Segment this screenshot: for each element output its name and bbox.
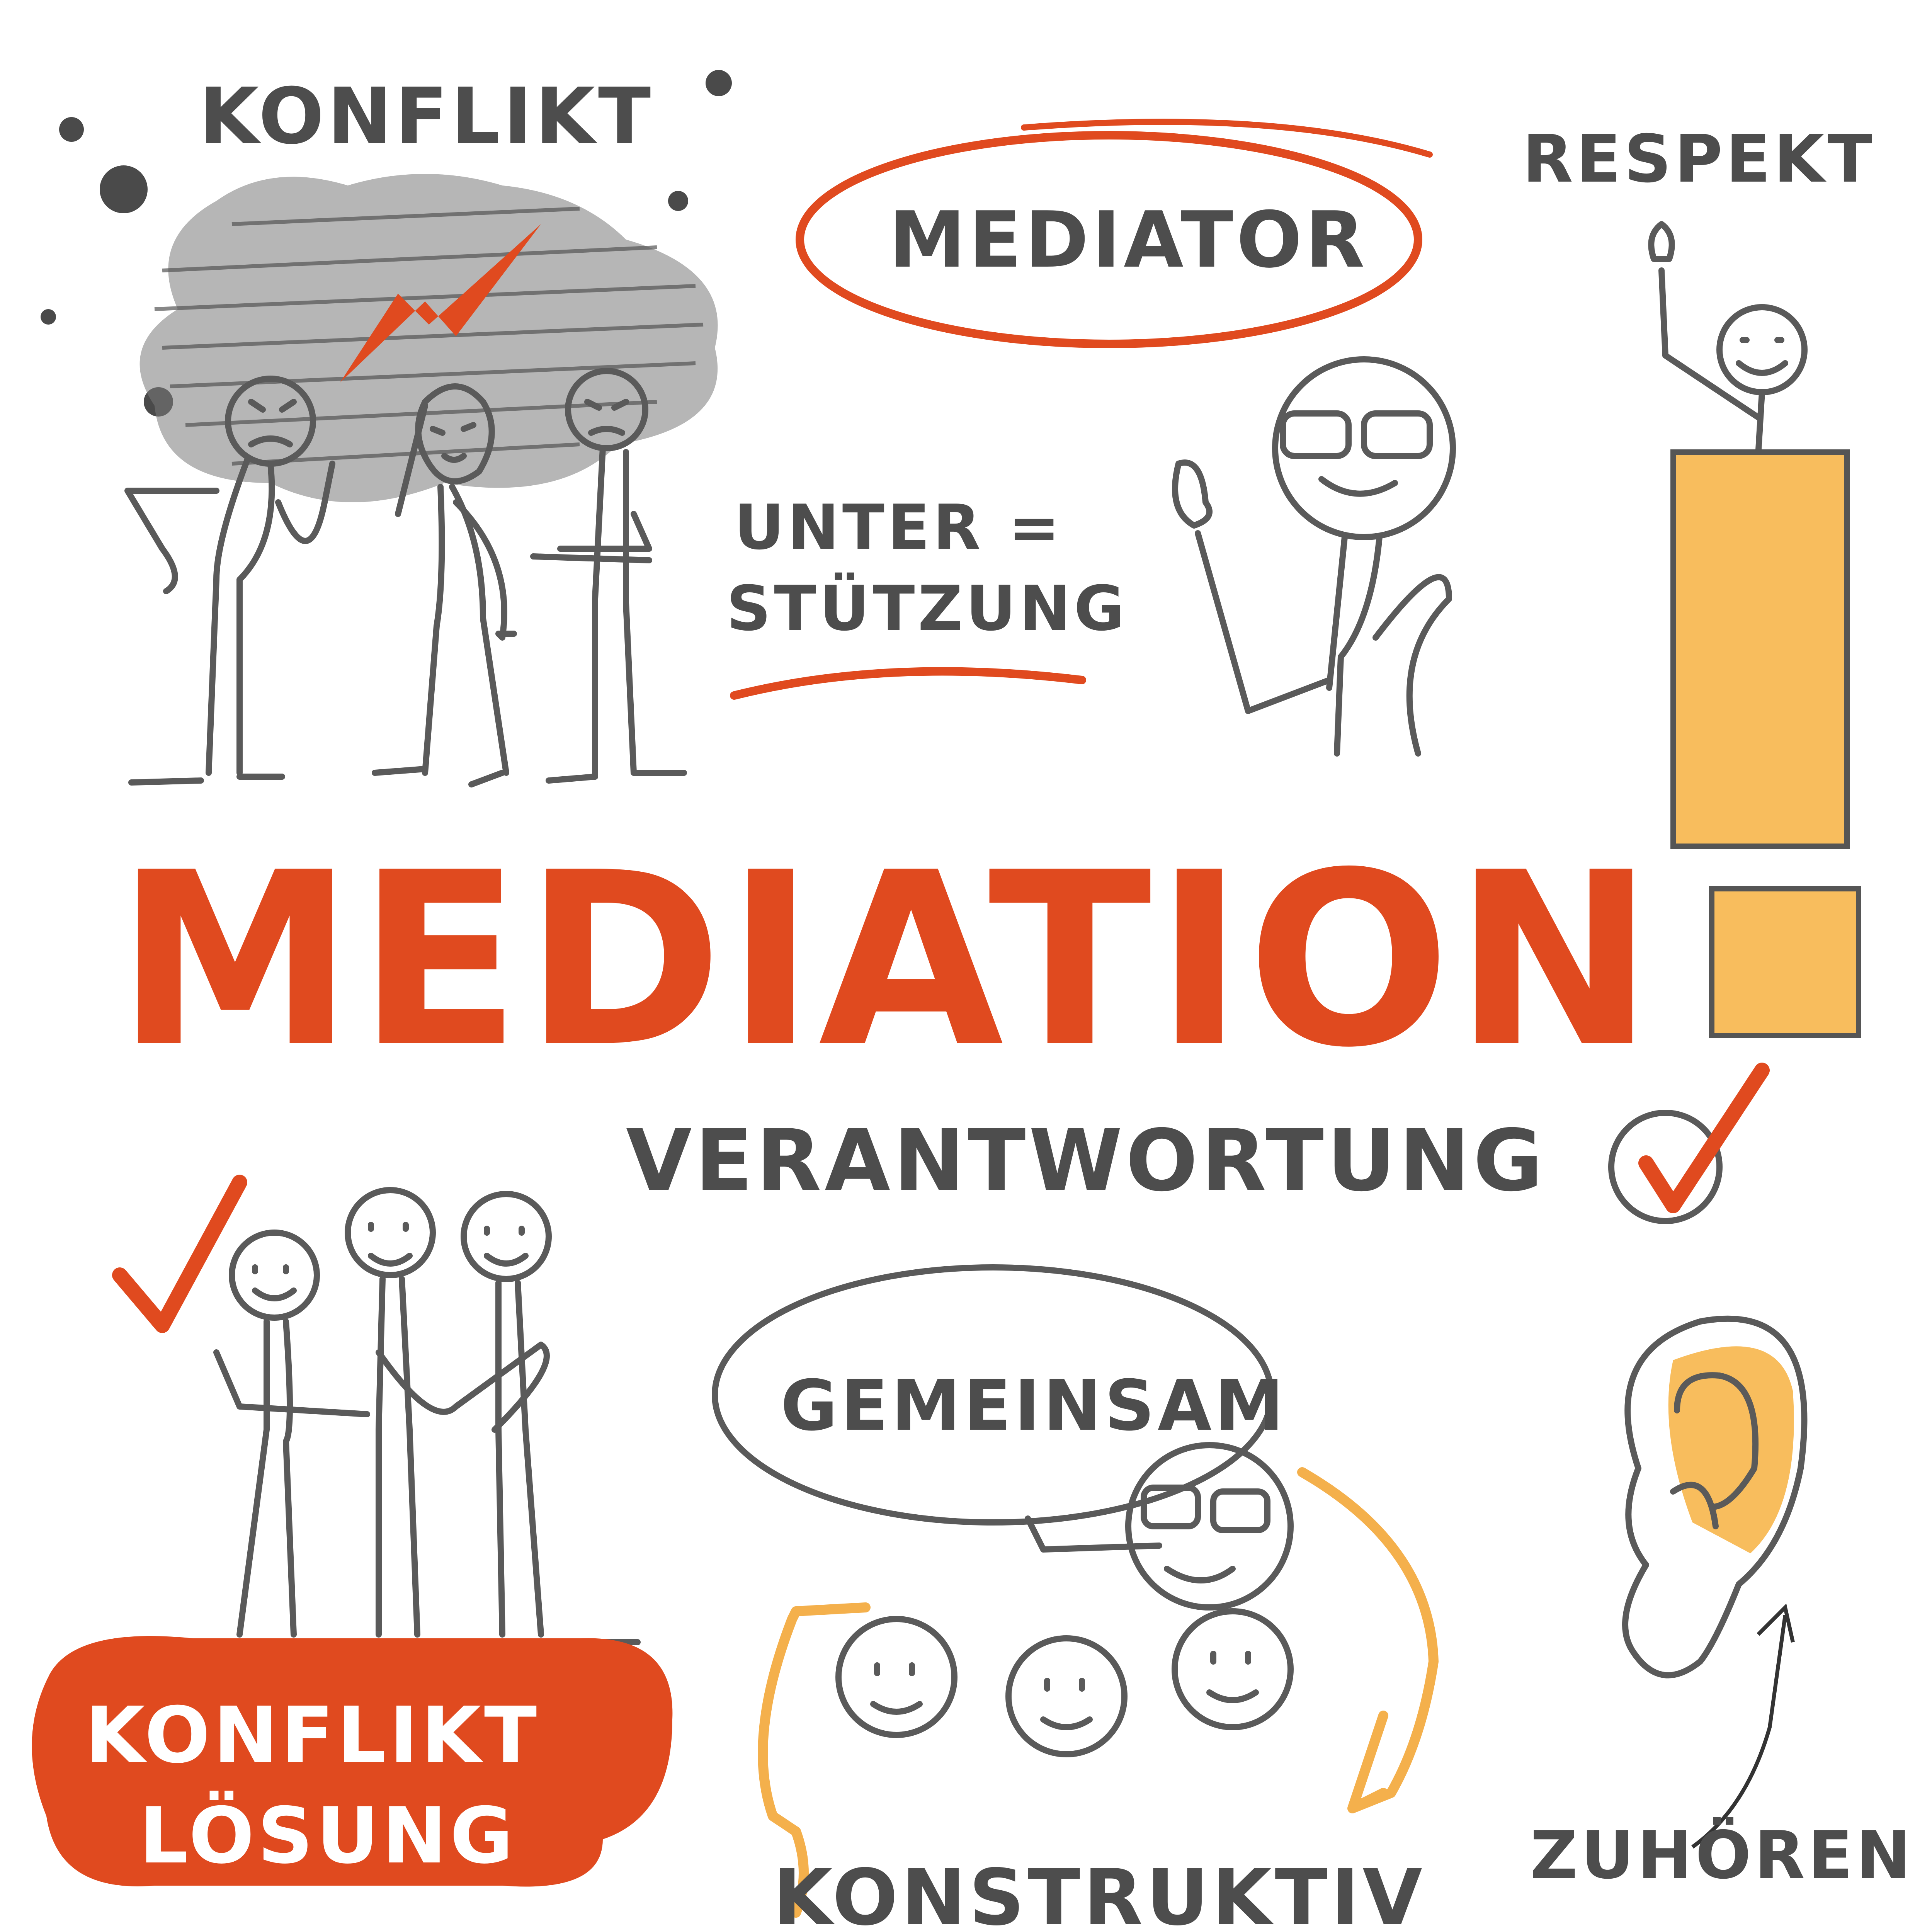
- unterstuetzung-line1: UNTER =: [734, 491, 1063, 563]
- konfliktloesung-line2: LÖSUNG: [139, 1791, 517, 1881]
- three-smiley-faces: [838, 1611, 1291, 1754]
- verantwortung-label: VERANTWORTUNG: [626, 1111, 1546, 1210]
- konfliktloesung-line1: KONFLIKT: [85, 1690, 540, 1781]
- happy-group-figures: [209, 1190, 638, 1642]
- ear-icon: [1625, 1319, 1804, 1675]
- gemeinsam-label: GEMEINSAM: [781, 1366, 1287, 1446]
- cycle-arrows-icon: [763, 1472, 1434, 1913]
- konstruktiv-label: KONSTRUKTIV: [773, 1853, 1425, 1932]
- mediation-title: MEDIATION: [116, 821, 1658, 1100]
- speaker-face-with-glasses: [1128, 1445, 1291, 1607]
- konflikt-label: KONFLIKT: [199, 71, 654, 162]
- storm-cloud-icon: [140, 174, 718, 502]
- unterstuetzung-line2: STÜTZUNG: [726, 572, 1128, 645]
- mediator-figure-with-glasses: [1175, 359, 1453, 753]
- checkmark-icon: [120, 1182, 240, 1325]
- exclamation-mark-icon: [1673, 452, 1859, 1036]
- arrow-up-icon: [1692, 1607, 1793, 1847]
- respekt-figure: [1651, 224, 1804, 456]
- mediator-label: MEDIATOR: [889, 195, 1368, 285]
- zuhoeren-label: ZUHÖREN: [1530, 1817, 1914, 1894]
- respekt-label: RESPEKT: [1522, 121, 1876, 197]
- unterstuetzung-underline: [734, 672, 1082, 696]
